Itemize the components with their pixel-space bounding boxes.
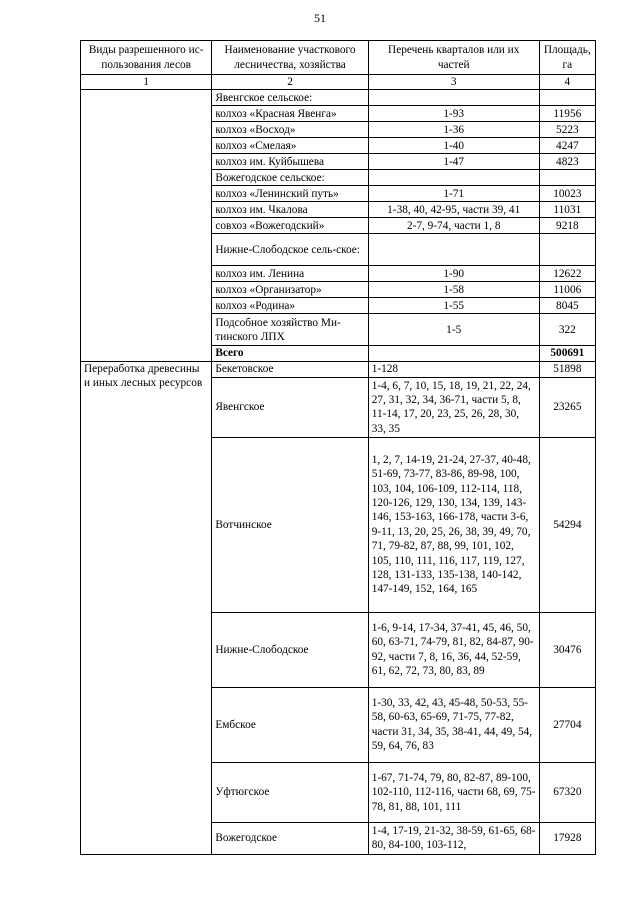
quarters-cell: 1-93 <box>368 106 539 122</box>
quarters-cell: 1-47 <box>368 154 539 170</box>
area-cell: 9218 <box>539 218 595 234</box>
area-cell: 51898 <box>539 361 595 377</box>
forestry-name-cell: Явенгское сельское: <box>212 90 368 106</box>
forestry-name-cell: Вотчинское <box>212 437 368 612</box>
area-cell: 23265 <box>539 377 595 437</box>
quarters-cell: 1-4, 6, 7, 10, 15, 18, 19, 21, 22, 24, 27, 31, 32, 34, 36-71, части 5, 8, 11-14, 17, 20, 23, 25, 26, 28, 30, 33, 35 <box>368 377 539 437</box>
column-number: 1 <box>81 75 212 90</box>
forestry-name-cell: совхоз «Вожегодский» <box>212 218 368 234</box>
quarters-cell <box>368 234 539 266</box>
area-cell: 17928 <box>539 822 595 854</box>
area-cell: 12622 <box>539 266 595 282</box>
forestry-name-cell: Подсобное хозяйство Ми-тинского ЛПХ <box>212 314 368 346</box>
column-number-row <box>81 75 596 90</box>
total-label: Всего <box>212 346 368 361</box>
forest-use-table <box>80 40 596 855</box>
quarters-cell: 1-90 <box>368 266 539 282</box>
quarters-cell: 1, 2, 7, 14-19, 21-24, 27-37, 40-48, 51-69, 73-77, 83-86, 89-98, 100, 103, 104, 106-109, 112-114, 118, 120-126, 129, 130, 134, 139, 143-146, 153-163, 166-178, части 3-6, 9-11, 13, 20, 25, 26, 38, 39, 49, 70, 71, 79-82, 87, 88, 99, 101, 102, 105, 110, 111, 116, 117, 119, 127, 128, 131-133, 135-138, 140-142, 147-149, 152, 164, 165 <box>368 437 539 612</box>
column-number: 3 <box>368 75 539 90</box>
forestry-name-cell: Ембское <box>212 687 368 762</box>
forestry-name-cell: колхоз им. Чкалова <box>212 202 368 218</box>
forestry-name-cell: колхоз «Восход» <box>212 122 368 138</box>
use-type-cell-empty <box>81 90 212 361</box>
quarters-cell <box>368 90 539 106</box>
header-area: Площадь, га <box>539 41 595 75</box>
area-cell: 11006 <box>539 282 595 298</box>
quarters-cell: 1-71 <box>368 186 539 202</box>
quarters-cell: 1-67, 71-74, 79, 80, 82-87, 89-100, 102-110, 112-116, части 68, 69, 75-78, 81, 88, 101, 111 <box>368 762 539 822</box>
area-cell: 10023 <box>539 186 595 202</box>
page-number: 51 <box>314 11 326 25</box>
forestry-name-cell: колхоз «Родина» <box>212 298 368 314</box>
quarters-cell: 1-40 <box>368 138 539 154</box>
area-cell: 11956 <box>539 106 595 122</box>
area-cell: 5223 <box>539 122 595 138</box>
forestry-name-cell: колхоз «Ленинский путь» <box>212 186 368 202</box>
area-cell: 54294 <box>539 437 595 612</box>
area-cell: 11031 <box>539 202 595 218</box>
use-type-cell: Переработка древесины и иных лесных ресурсов <box>81 361 212 854</box>
area-cell <box>539 170 595 186</box>
area-cell <box>539 234 595 266</box>
area-cell: 27704 <box>539 687 595 762</box>
area-cell: 4823 <box>539 154 595 170</box>
forestry-name-cell: Нижне-Слободское сель-ское: <box>212 234 368 266</box>
forestry-name-cell: Вожегодское <box>212 822 368 854</box>
area-cell: 322 <box>539 314 595 346</box>
table-row <box>81 90 596 106</box>
header-use-type: Виды разрешенного ис-пользования лесов <box>81 41 212 75</box>
forestry-name-cell: колхоз «Организатор» <box>212 282 368 298</box>
column-number: 2 <box>212 75 368 90</box>
quarters-cell: 1-36 <box>368 122 539 138</box>
area-cell <box>539 90 595 106</box>
area-cell: 4247 <box>539 138 595 154</box>
forestry-name-cell: колхоз им. Ленина <box>212 266 368 282</box>
forestry-name-cell: Нижне-Слободское <box>212 612 368 687</box>
column-number: 4 <box>539 75 595 90</box>
forestry-name-cell: Уфтюгское <box>212 762 368 822</box>
quarters-cell: 1-128 <box>368 361 539 377</box>
header-forestry-name: Наименование участкового лесничества, хозяйства <box>212 41 368 75</box>
forestry-name-cell: колхоз «Красная Явенга» <box>212 106 368 122</box>
quarters-cell: 1-38, 40, 42-95, части 39, 41 <box>368 202 539 218</box>
quarters-cell: 1-6, 9-14, 17-34, 37-41, 45, 46, 50, 60, 63-71, 74-79, 81, 82, 84-87, 90-92, части 7, 8, 16, 36, 44, 52-59, 61, 62, 72, 73, 80, 83, 89 <box>368 612 539 687</box>
quarters-cell: 1-58 <box>368 282 539 298</box>
quarters-cell: 1-55 <box>368 298 539 314</box>
table-header-row <box>81 41 596 75</box>
forestry-name-cell: Вожегодское сельское: <box>212 170 368 186</box>
quarters-cell: 1-4, 17-19, 21-32, 38-59, 61-65, 68-80, 84-100, 103-112, <box>368 822 539 854</box>
quarters-cell <box>368 170 539 186</box>
area-cell: 30476 <box>539 612 595 687</box>
forestry-name-cell: колхоз «Смелая» <box>212 138 368 154</box>
total-quarters-empty <box>368 346 539 361</box>
forestry-name-cell: колхоз им. Куйбышева <box>212 154 368 170</box>
header-quarters: Перечень кварталов или их частей <box>368 41 539 75</box>
quarters-cell: 1-30, 33, 42, 43, 45-48, 50-53, 55-58, 60-63, 65-69, 71-75, 77-82, части 31, 34, 35, 38-41, 44, 49, 54, 59, 64, 76, 83 <box>368 687 539 762</box>
area-cell: 67320 <box>539 762 595 822</box>
total-area: 500691 <box>539 346 595 361</box>
quarters-cell: 1-5 <box>368 314 539 346</box>
table-row <box>81 361 596 377</box>
quarters-cell: 2-7, 9-74, части 1, 8 <box>368 218 539 234</box>
forestry-name-cell: Явенгское <box>212 377 368 437</box>
forestry-name-cell: Бекетовское <box>212 361 368 377</box>
area-cell: 8045 <box>539 298 595 314</box>
